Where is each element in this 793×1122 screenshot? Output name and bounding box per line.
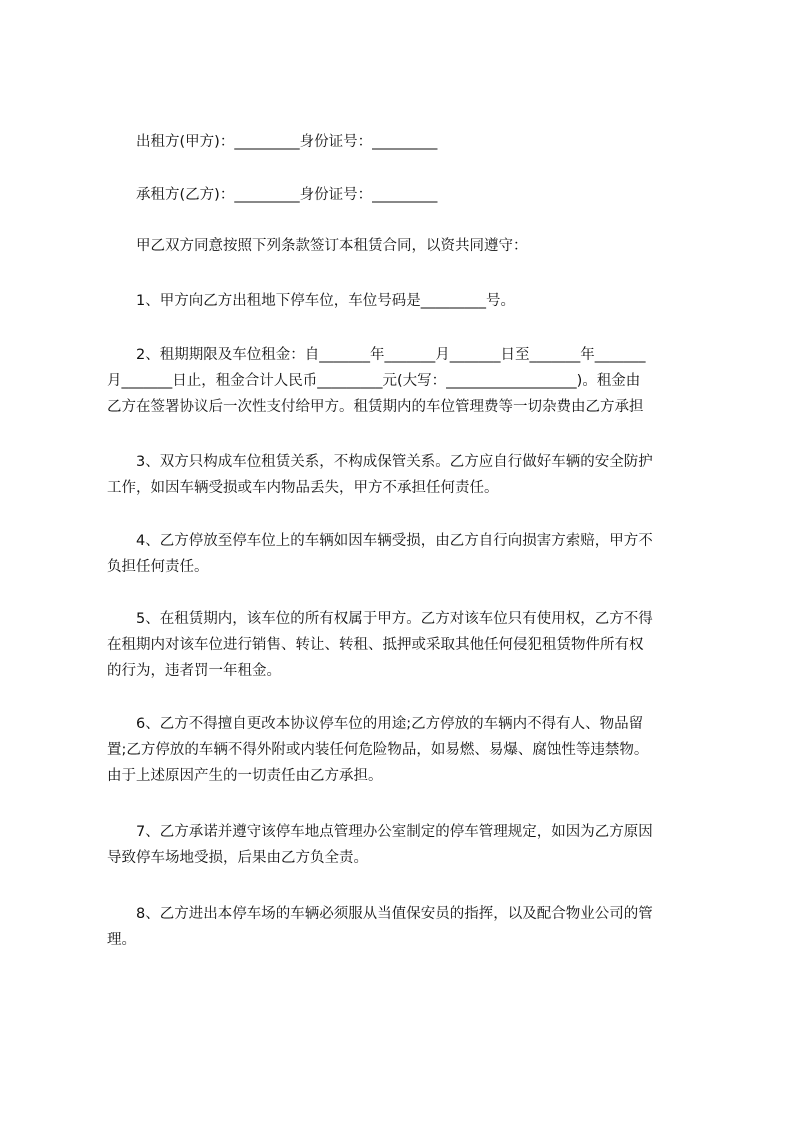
- intro-text: 甲乙双方同意按照下列条款签订本租赁合同，以资共同遵守：: [136, 238, 528, 254]
- clause-line: 乙方在签署协议后一次性支付给甲方。租赁期内的车位管理费等一切杂费由乙方承担: [107, 399, 644, 415]
- clause-line: 负担任何责任。: [107, 559, 209, 575]
- intro-paragraph: [107, 233, 707, 259]
- clause-line: 4、乙方停放至停车位上的车辆如因车辆受损，由乙方自行向损害方索赔，甲方不: [136, 533, 653, 549]
- lessee-text: 承租方(乙方)：_________身份证号：_________: [136, 187, 438, 203]
- clause-5: [107, 606, 707, 684]
- clause-line: 8、乙方进出本停车场的车辆必须服从当值保安员的指挥，以及配合物业公司的管: [136, 906, 653, 922]
- clause-line: 由于上述原因产生的一切责任由乙方承担。: [107, 768, 383, 784]
- clause-3: [107, 449, 707, 501]
- lessee-line: [107, 182, 707, 208]
- clause-line: 2、租期期限及车位租金：自_______年_______月_______日至_______年_______: [136, 347, 646, 363]
- lessor-line: [107, 129, 707, 155]
- clause-line: 在租期内对该车位进行销售、转让、转租、抵押或采取其他任何侵犯租赁物件所有权: [107, 637, 644, 653]
- clause-2: [107, 342, 707, 420]
- clause-line: 置;乙方停放的车辆不得外附或内装任何危险物品，如易燃、易爆、腐蚀性等违禁物。: [107, 742, 649, 758]
- clause-7: [107, 819, 707, 871]
- clause-line: 的行为，违者罚一年租金。: [107, 663, 281, 679]
- clause-line: 5、在租赁期内，该车位的所有权属于甲方。乙方对该车位只有使用权，乙方不得: [136, 611, 653, 627]
- clause-line: 7、乙方承诺并遵守该停车地点管理办公室制定的停车管理规定，如因为乙方原因: [136, 824, 653, 840]
- clause-8: [107, 901, 707, 953]
- clause-4: [107, 528, 707, 580]
- clause-6: [107, 711, 707, 789]
- lessor-text: 出租方(甲方)：_________身份证号：_________: [136, 134, 438, 150]
- clause-line: 6、乙方不得擅自更改本协议停车位的用途;乙方停放的车辆内不得有人、物品留: [136, 716, 644, 732]
- clause-line: 1、甲方向乙方出租地下停车位，车位号码是_________号。: [136, 293, 515, 309]
- clause-line: 导致停车场地受损，后果由乙方负全责。: [107, 850, 368, 866]
- clause-line: 工作，如因车辆受损或车内物品丢失，甲方不承担任何责任。: [107, 480, 499, 496]
- clause-1: [107, 288, 707, 314]
- clause-line: 月_______日止，租金合计人民币_________元(大写：__________________)。租金由: [107, 373, 641, 389]
- clause-line: 理。: [107, 932, 136, 948]
- clause-line: 3、双方只构成车位租赁关系，不构成保管关系。乙方应自行做好车辆的安全防护: [136, 454, 653, 470]
